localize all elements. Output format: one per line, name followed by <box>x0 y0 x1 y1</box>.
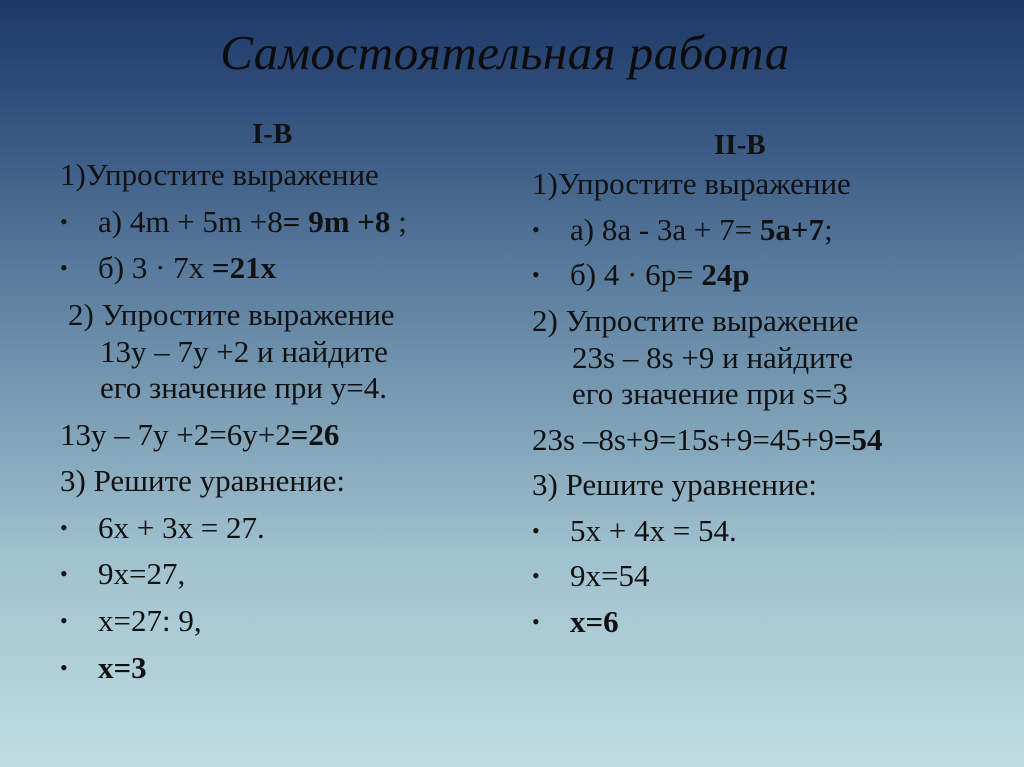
task3-step2: 9x=27, <box>98 556 186 592</box>
bullet-icon: • <box>60 561 68 587</box>
task1b-text: б) 4 · 6p= <box>570 257 702 293</box>
task2-solution <box>532 422 1002 459</box>
task1a-tail: ; <box>390 203 407 239</box>
task1b-expression <box>570 257 750 294</box>
task2-heading: 2) Упростите выражение <box>532 302 859 338</box>
task1a-answer: = 9m +8 <box>282 203 391 239</box>
task1b-text: б) 3 · 7x <box>98 250 212 286</box>
bullet-icon: • <box>60 255 68 281</box>
bullet-icon: • <box>60 208 68 234</box>
task3-step-item <box>60 556 490 593</box>
task3-step-item <box>532 558 1002 595</box>
task1a-text: а) 4m + 5m +8 <box>98 203 283 239</box>
task1a-answer: 5a+7 <box>759 211 825 247</box>
task3-step-item <box>532 604 1002 641</box>
task1a-item <box>60 204 490 241</box>
slide-title: Самостоятельная работа <box>220 25 790 80</box>
task2-expression: 13y – 7y +2 и найдите <box>100 333 388 369</box>
task3-step-item <box>532 513 1002 550</box>
task2-solution-answer: =54 <box>833 421 883 457</box>
task1a-text: а) 8a - 3a + 7= <box>570 211 760 247</box>
task3-answer: x=6 <box>570 604 619 639</box>
task3-step3: x=27: 9, <box>98 603 202 638</box>
task2-solution-answer: =26 <box>290 416 340 452</box>
variant-2-column <box>532 128 1002 641</box>
task1-heading: 1)Упростите выражение <box>60 157 379 193</box>
task1b-answer: 24p <box>701 257 750 293</box>
bullet-icon: • <box>532 216 540 242</box>
bullet-icon: • <box>532 262 540 288</box>
task2-heading: 2) Упростите выражение <box>68 296 395 332</box>
task1a-expression <box>98 204 407 241</box>
variant-1-heading: I-В <box>252 118 293 150</box>
bullet-icon: • <box>60 608 68 633</box>
task1-heading: 1)Упростите выражение <box>532 166 851 202</box>
variant-2-heading: II-В <box>714 129 766 161</box>
task3-step-item <box>60 603 490 640</box>
task3-step-item <box>60 650 490 687</box>
task2-condition: его значение при s=3 <box>572 376 848 412</box>
task1b-expression <box>98 250 276 287</box>
task2-expression: 23s – 8s +9 и найдите <box>572 339 854 375</box>
task2-solution-text: 23s –8s+9=15s+9=45+9 <box>532 421 834 457</box>
task1b-item <box>60 250 490 287</box>
task2-solution-text: 13y – 7y +2=6y+2 <box>60 416 291 452</box>
variant-1-column <box>60 117 490 686</box>
task2-solution <box>60 417 490 454</box>
task3-step-item <box>60 510 490 547</box>
bullet-icon: • <box>532 609 540 634</box>
task3-step1: 5x + 4x = 54. <box>570 512 737 548</box>
task3-heading: 3) Решите уравнение: <box>532 467 817 503</box>
bullet-icon: • <box>532 563 540 589</box>
task2-condition: его значение при y=4. <box>100 370 388 406</box>
bullet-icon: • <box>532 517 540 543</box>
task1b-item <box>532 257 1002 294</box>
task3-step1: 6x + 3x = 27. <box>98 509 265 545</box>
task1a-item <box>532 212 1002 249</box>
bullet-icon: • <box>60 514 68 540</box>
bullet-icon: • <box>60 654 68 680</box>
task3-answer: x=3 <box>98 649 147 685</box>
task3-heading: 3) Решите уравнение: <box>60 463 345 499</box>
task1b-answer: =21x <box>211 250 277 286</box>
task1a-tail: ; <box>824 211 833 247</box>
task1a-expression <box>570 212 833 249</box>
task3-step2: 9x=54 <box>570 558 650 594</box>
